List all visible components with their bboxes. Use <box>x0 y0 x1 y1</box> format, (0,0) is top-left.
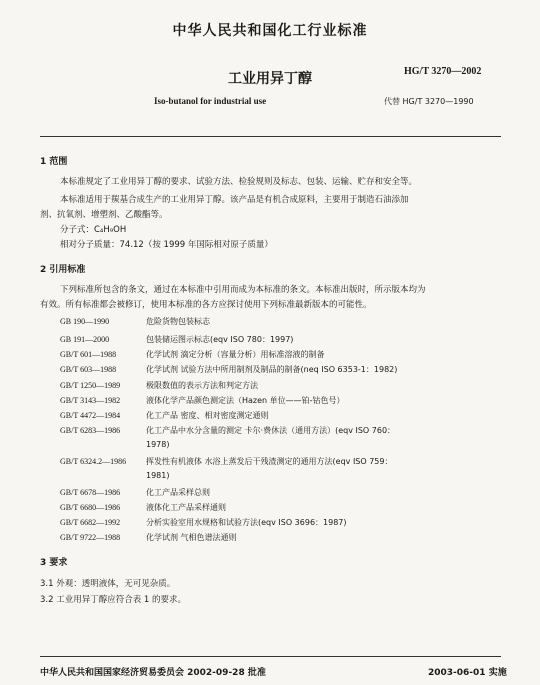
ref-code: GB 191—2000 <box>60 335 110 344</box>
refs-intro-b: 有效。所有标准都会被修订，使用本标准的各方应探讨使用下列标准最新版本的可能性。 <box>40 300 372 310</box>
ref-item <box>60 334 293 345</box>
issuing-header: 中华人民共和国化工行业标准 <box>172 23 368 39</box>
ref-continuation: 1978) <box>146 440 170 449</box>
ref-code: GB/T 6680—1986 <box>60 503 121 512</box>
ref-item <box>60 380 258 391</box>
scope-paragraph-2b: 剂、抗氧剂、增塑剂、乙酸酯等。 <box>40 210 168 220</box>
requirement-3-1: 3.1 外观：透明液体，无可见杂质。 <box>40 579 176 589</box>
ref-item <box>60 487 210 498</box>
molecular-mass: 相对分子质量：74.12（按 1999 年国际相对原子质量） <box>60 240 273 250</box>
ref-text: 化工产品采样总则 <box>146 488 210 497</box>
ref-item <box>60 364 397 375</box>
ref-text: 危险货物包装标志 <box>146 317 210 326</box>
ref-item <box>60 425 395 436</box>
ref-item <box>60 456 393 467</box>
ref-text: 分析实验室用水规格和试验方法(eqv ISO 3696：1987) <box>146 518 347 527</box>
refs-intro-a: 下列标准所包含的条文，通过在本标准中引用而成为本标准的条文。本标准出版时，所示版本均为 <box>60 285 426 295</box>
ref-text: 极限数值的表示方法和判定方法 <box>146 381 258 390</box>
ref-code: GB/T 6324.2—1986 <box>60 457 127 466</box>
ref-text: 液体化工产品采样通则 <box>146 503 226 512</box>
replaces-note: 代替 HG/T 3270—1990 <box>384 97 474 106</box>
ref-text: 化学试剂 试验方法中所用制剂及制品的制备(neq ISO 6353-1：1982) <box>146 365 398 374</box>
scope-paragraph-2a: 本标准适用于羰基合成生产的工业用异丁醇。该产品是有机合成原料，主要用于制造石油添加 <box>60 195 409 205</box>
section-2-heading: 2 引用标准 <box>40 265 86 275</box>
ref-item <box>60 517 347 528</box>
issued-by: 中华人民共和国国家经济贸易委员会 2002-09-28 批准 <box>40 668 266 678</box>
requirement-3-2: 3.2 工业用异丁醇应符合表 1 的要求。 <box>40 595 187 605</box>
ref-item <box>60 395 345 406</box>
ref-continuation: 1981) <box>146 471 170 480</box>
ref-item <box>60 349 325 360</box>
ref-code: GB/T 6682—1992 <box>60 518 121 527</box>
ref-text: 化工产品 密度、相对密度测定通则 <box>146 411 269 420</box>
molecular-formula: 分子式：C₄H₉OH <box>60 225 127 235</box>
ref-code: GB/T 6283—1986 <box>60 426 121 435</box>
scope-paragraph-1: 本标准规定了工业用异丁醇的要求、试验方法、检验规则及标志、包装、运输、贮存和安全等。 <box>60 177 418 187</box>
ref-item <box>60 532 237 543</box>
ref-text: 化学试剂 滴定分析（容量分析）用标准溶液的制备 <box>146 350 325 359</box>
section-3-heading: 3 要求 <box>40 558 68 568</box>
section-1-heading: 1 范围 <box>40 157 68 167</box>
ref-text: 化工产品中水分含量的测定 卡尔·费休法（通用方法）(eqv ISO 760： <box>146 426 396 435</box>
standard-number: HG/T 3270—2002 <box>404 66 482 77</box>
effective-date: 2003-06-01 实施 <box>428 668 507 678</box>
ref-code: GB/T 1250—1989 <box>60 381 121 390</box>
ref-text: 包装储运图示标志(eqv ISO 780：1997) <box>146 335 294 344</box>
ref-code: GB 190—1990 <box>60 317 110 326</box>
ref-text: 挥发性有机液体 水浴上蒸发后干残渣测定的通用方法(eqv ISO 759： <box>146 457 393 466</box>
english-title: Iso-butanol for industrial use <box>154 96 267 106</box>
ref-item <box>60 316 210 327</box>
ref-item <box>60 502 226 513</box>
ref-code: GB/T 6678—1986 <box>60 488 121 497</box>
top-rule <box>40 136 501 137</box>
ref-text: 化学试剂 气相色谱法通则 <box>146 533 237 542</box>
document-title: 工业用异丁醇 <box>228 71 312 87</box>
ref-item <box>60 410 269 421</box>
ref-code: GB/T 601—1988 <box>60 350 117 359</box>
ref-text: 液体化学产品颜色测定法（Hazen 单位——铂-钴色号） <box>146 396 345 405</box>
ref-code: GB/T 603—1988 <box>60 365 117 374</box>
ref-code: GB/T 4472—1984 <box>60 411 121 420</box>
bottom-rule <box>40 656 501 657</box>
ref-code: GB/T 3143—1982 <box>60 396 121 405</box>
ref-code: GB/T 9722—1988 <box>60 533 121 542</box>
